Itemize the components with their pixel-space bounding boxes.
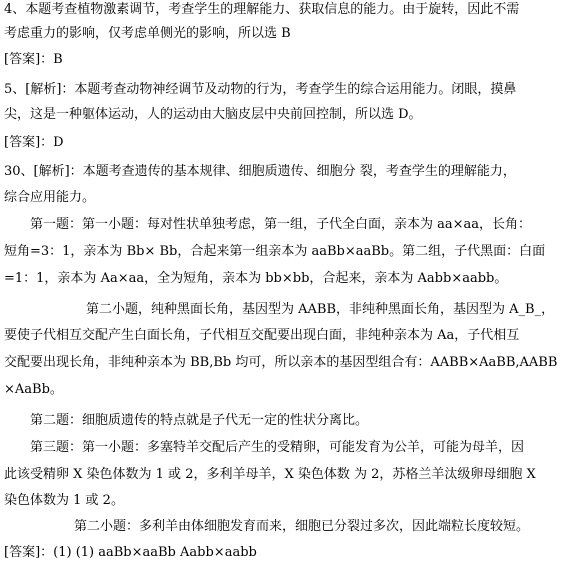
text-line: 30、[解析]：本题考查遗传的基本规律、细胞质遗传、细胞分 裂，考查学生的理解能力， [4,164,516,179]
text-line: 尖，这是一种躯体运动，人的运动由大脑皮层中央前回控制，所以选 D。 [4,107,422,122]
text-line: 第三题：第一小题：多塞特羊交配后产生的受精卵，可能发育为公羊，可能为母羊，因 [30,440,525,455]
text-line: 交配要出现长角，非纯种亲本为 BB,Bb 均可，所以亲本的基因型组合有：AABB×AaBB,AABB [4,355,558,370]
text-line: ×AaBb。 [4,382,63,397]
text-line: 综合应用能力。 [4,190,96,205]
answer-line: [答案]：D [4,135,64,150]
text-line: 要使子代相互交配产生白面长角，子代相互交配要出现白面，非纯种亲本为 Aa，子代相互 [4,328,520,343]
text-line: 5、[解析]：本题考查动物神经调节及动物的行为，考查学生的综合运用能力。闭眼，摸鼻 [4,82,517,97]
text-line: 短角=3：1，亲本为 Bb× Bb，合起来第一组亲本为 aaBb×aaBb。第二组，子代黑面：白面 [4,244,546,259]
text-line: 第一题：第一小题：每对性状单独考虑，第一组，子代全白面，亲本为 aa×aa，长角： [30,217,532,232]
answer-line: [答案]：(1) (1) aaBb×aaBb Aabb×aabb [4,545,257,560]
answer-line: [答案]：B [4,52,63,67]
text-line: 第二题：细胞质遗传的特点就是子代无一定的性状分离比。 [30,413,369,428]
text-line: 第二小题，纯种黑面长角，基因型为 AABB，非纯种黑面长角，基因型为 A_B_， [86,302,555,317]
text-line: 考虑重力的影响，仅考虑单侧光的影响，所以选 B [4,26,291,41]
text-line: 染色体数为 1 或 2。 [4,493,124,508]
text-line: 4、本题考查植物激素调节，考查学生的理解能力、获取信息的能力。由于旋转，因此不需 [4,2,520,17]
text-line: 此该受精卵 X 染色体数为 1 或 2，多利羊母羊，X 染色体数 为 2，苏格兰羊汰级卵母细胞 X [4,467,536,482]
text-line: 第二小题：多利羊由体细胞发育而来，细胞已分裂过多次，因此端粒长度较短。 [74,519,530,534]
text-line: =1：1，亲本为 Aa×aa，全为短角，亲本为 bb×bb，合起来，亲本为 Aabb×aabb。 [4,271,508,286]
